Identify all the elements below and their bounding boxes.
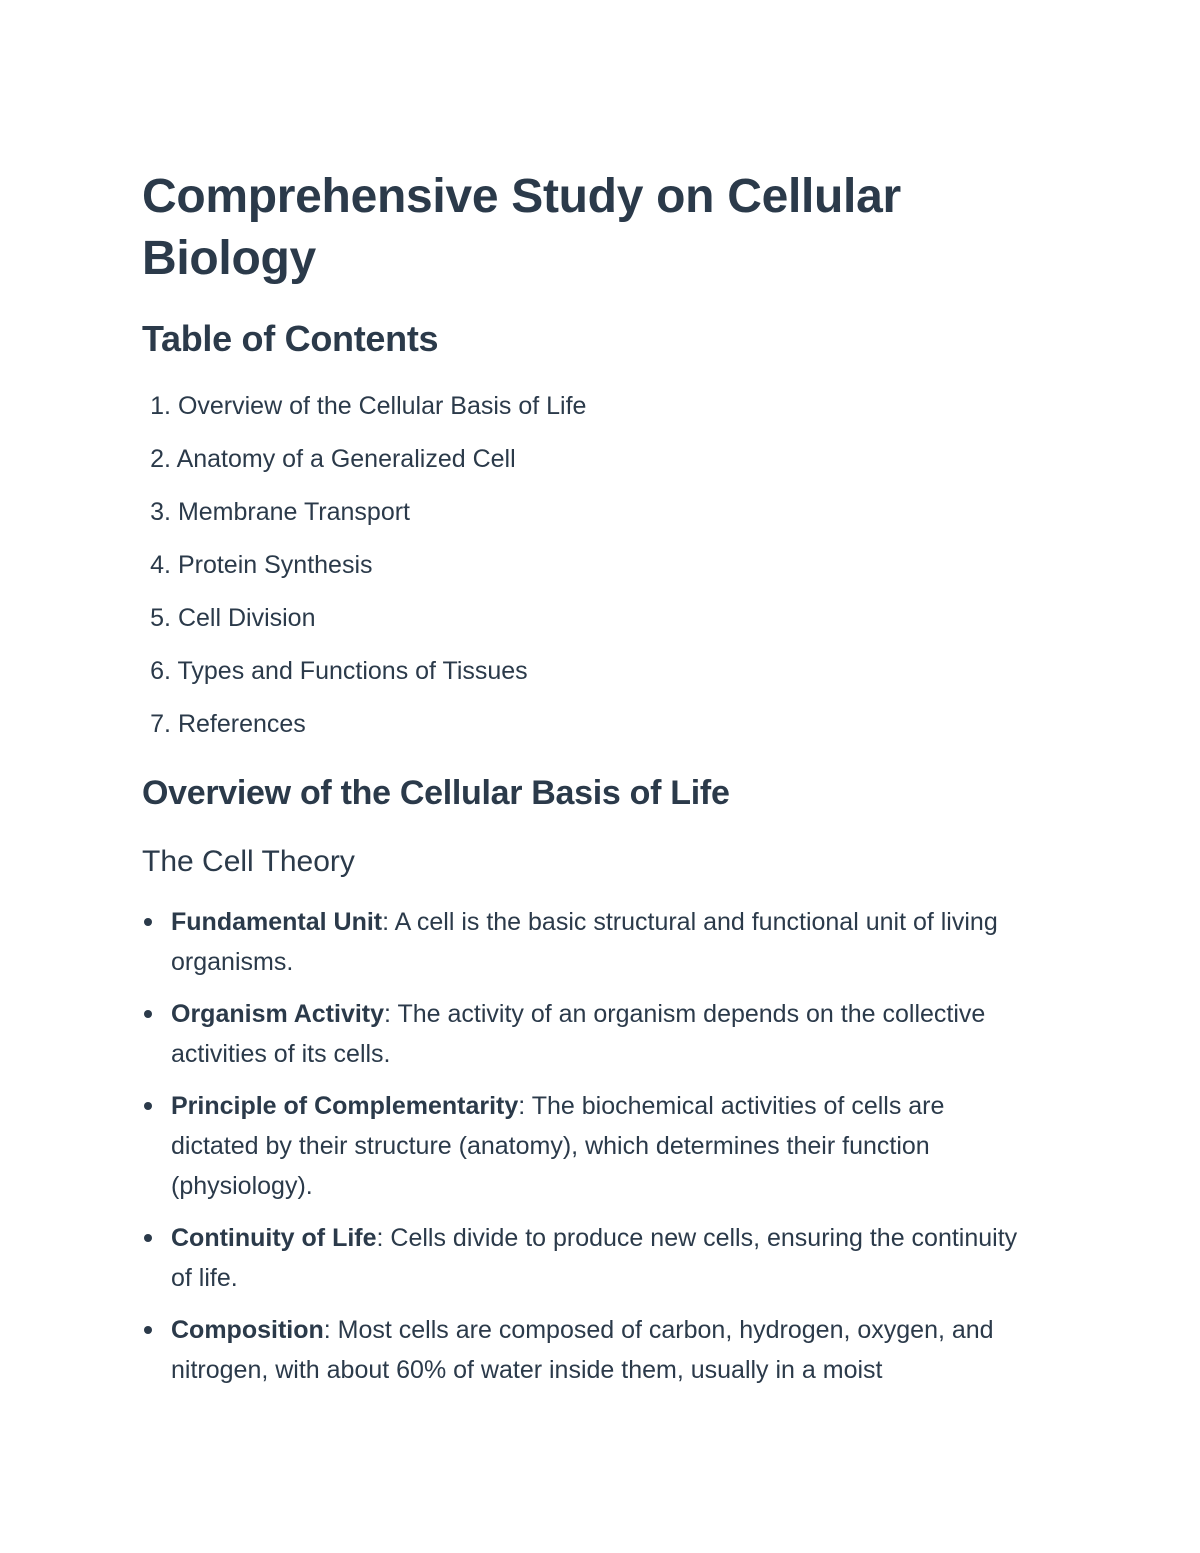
subsection-heading: The Cell Theory [142, 845, 355, 878]
bullet-term: Organism Activity [171, 1000, 385, 1028]
bullet-icon [144, 1234, 152, 1242]
bullet-term: Continuity of Life [171, 1224, 377, 1252]
toc-item-number: 5. [150, 604, 171, 632]
toc-item-number: 6. [150, 657, 171, 685]
bullet-term: Fundamental Unit [171, 908, 383, 936]
bullet-text: : Cells divide to produce new cells, ensuring the continuity of life. [171, 1224, 1018, 1292]
toc-item-label: Membrane Transport [177, 498, 410, 526]
bullet-icon [144, 1102, 152, 1110]
toc-item-number: 7. [150, 710, 171, 738]
bullet-text: : The biochemical activities of cells are dictated by their structure (anatomy), which determines their function (physiology). [171, 1092, 945, 1200]
bullet-term: Composition [171, 1316, 324, 1344]
document-title: Comprehensive Study on Cellular Biology [142, 170, 901, 285]
list-item [142, 1218, 1037, 1298]
toc-item [142, 706, 586, 759]
bullet-term: Principle of Complementarity [171, 1092, 519, 1120]
toc-item-label: Anatomy of a Generalized Cell [176, 445, 516, 473]
list-item [142, 902, 1037, 982]
bullet-icon [144, 1326, 152, 1334]
toc-item-label: Types and Functions of Tissues [177, 657, 528, 685]
toc-item-number: 1. [150, 392, 171, 420]
bullet-text: : A cell is the basic structural and functional unit of living organisms. [171, 908, 998, 976]
section-heading: Overview of the Cellular Basis of Life [142, 774, 730, 812]
toc-heading: Table of Contents [142, 318, 439, 359]
toc-item-label: Overview of the Cellular Basis of Life [177, 392, 587, 420]
toc-item-number: 4. [150, 551, 171, 579]
toc-item [142, 547, 586, 600]
toc-item-number: 2. [150, 445, 171, 473]
bullet-icon [144, 918, 152, 926]
toc-item-label: References [177, 710, 306, 738]
toc-item [142, 653, 586, 706]
toc-item-label: Protein Synthesis [177, 551, 373, 579]
toc-list [142, 388, 586, 759]
toc-item [142, 388, 586, 441]
bullet-text: : The activity of an organism depends on the collective activities of its cells. [171, 1000, 986, 1068]
list-item [142, 1086, 1037, 1206]
cell-theory-list [142, 902, 1037, 1402]
toc-item-number: 3. [150, 498, 171, 526]
toc-item [142, 600, 586, 653]
bullet-text: : Most cells are composed of carbon, hydrogen, oxygen, and nitrogen, with about 60% of water inside them, usually in a moist [171, 1316, 994, 1384]
bullet-icon [144, 1010, 152, 1018]
toc-item [142, 441, 586, 494]
list-item [142, 1310, 1037, 1390]
toc-item [142, 494, 586, 547]
list-item [142, 994, 1037, 1074]
toc-item-label: Cell Division [177, 604, 316, 632]
